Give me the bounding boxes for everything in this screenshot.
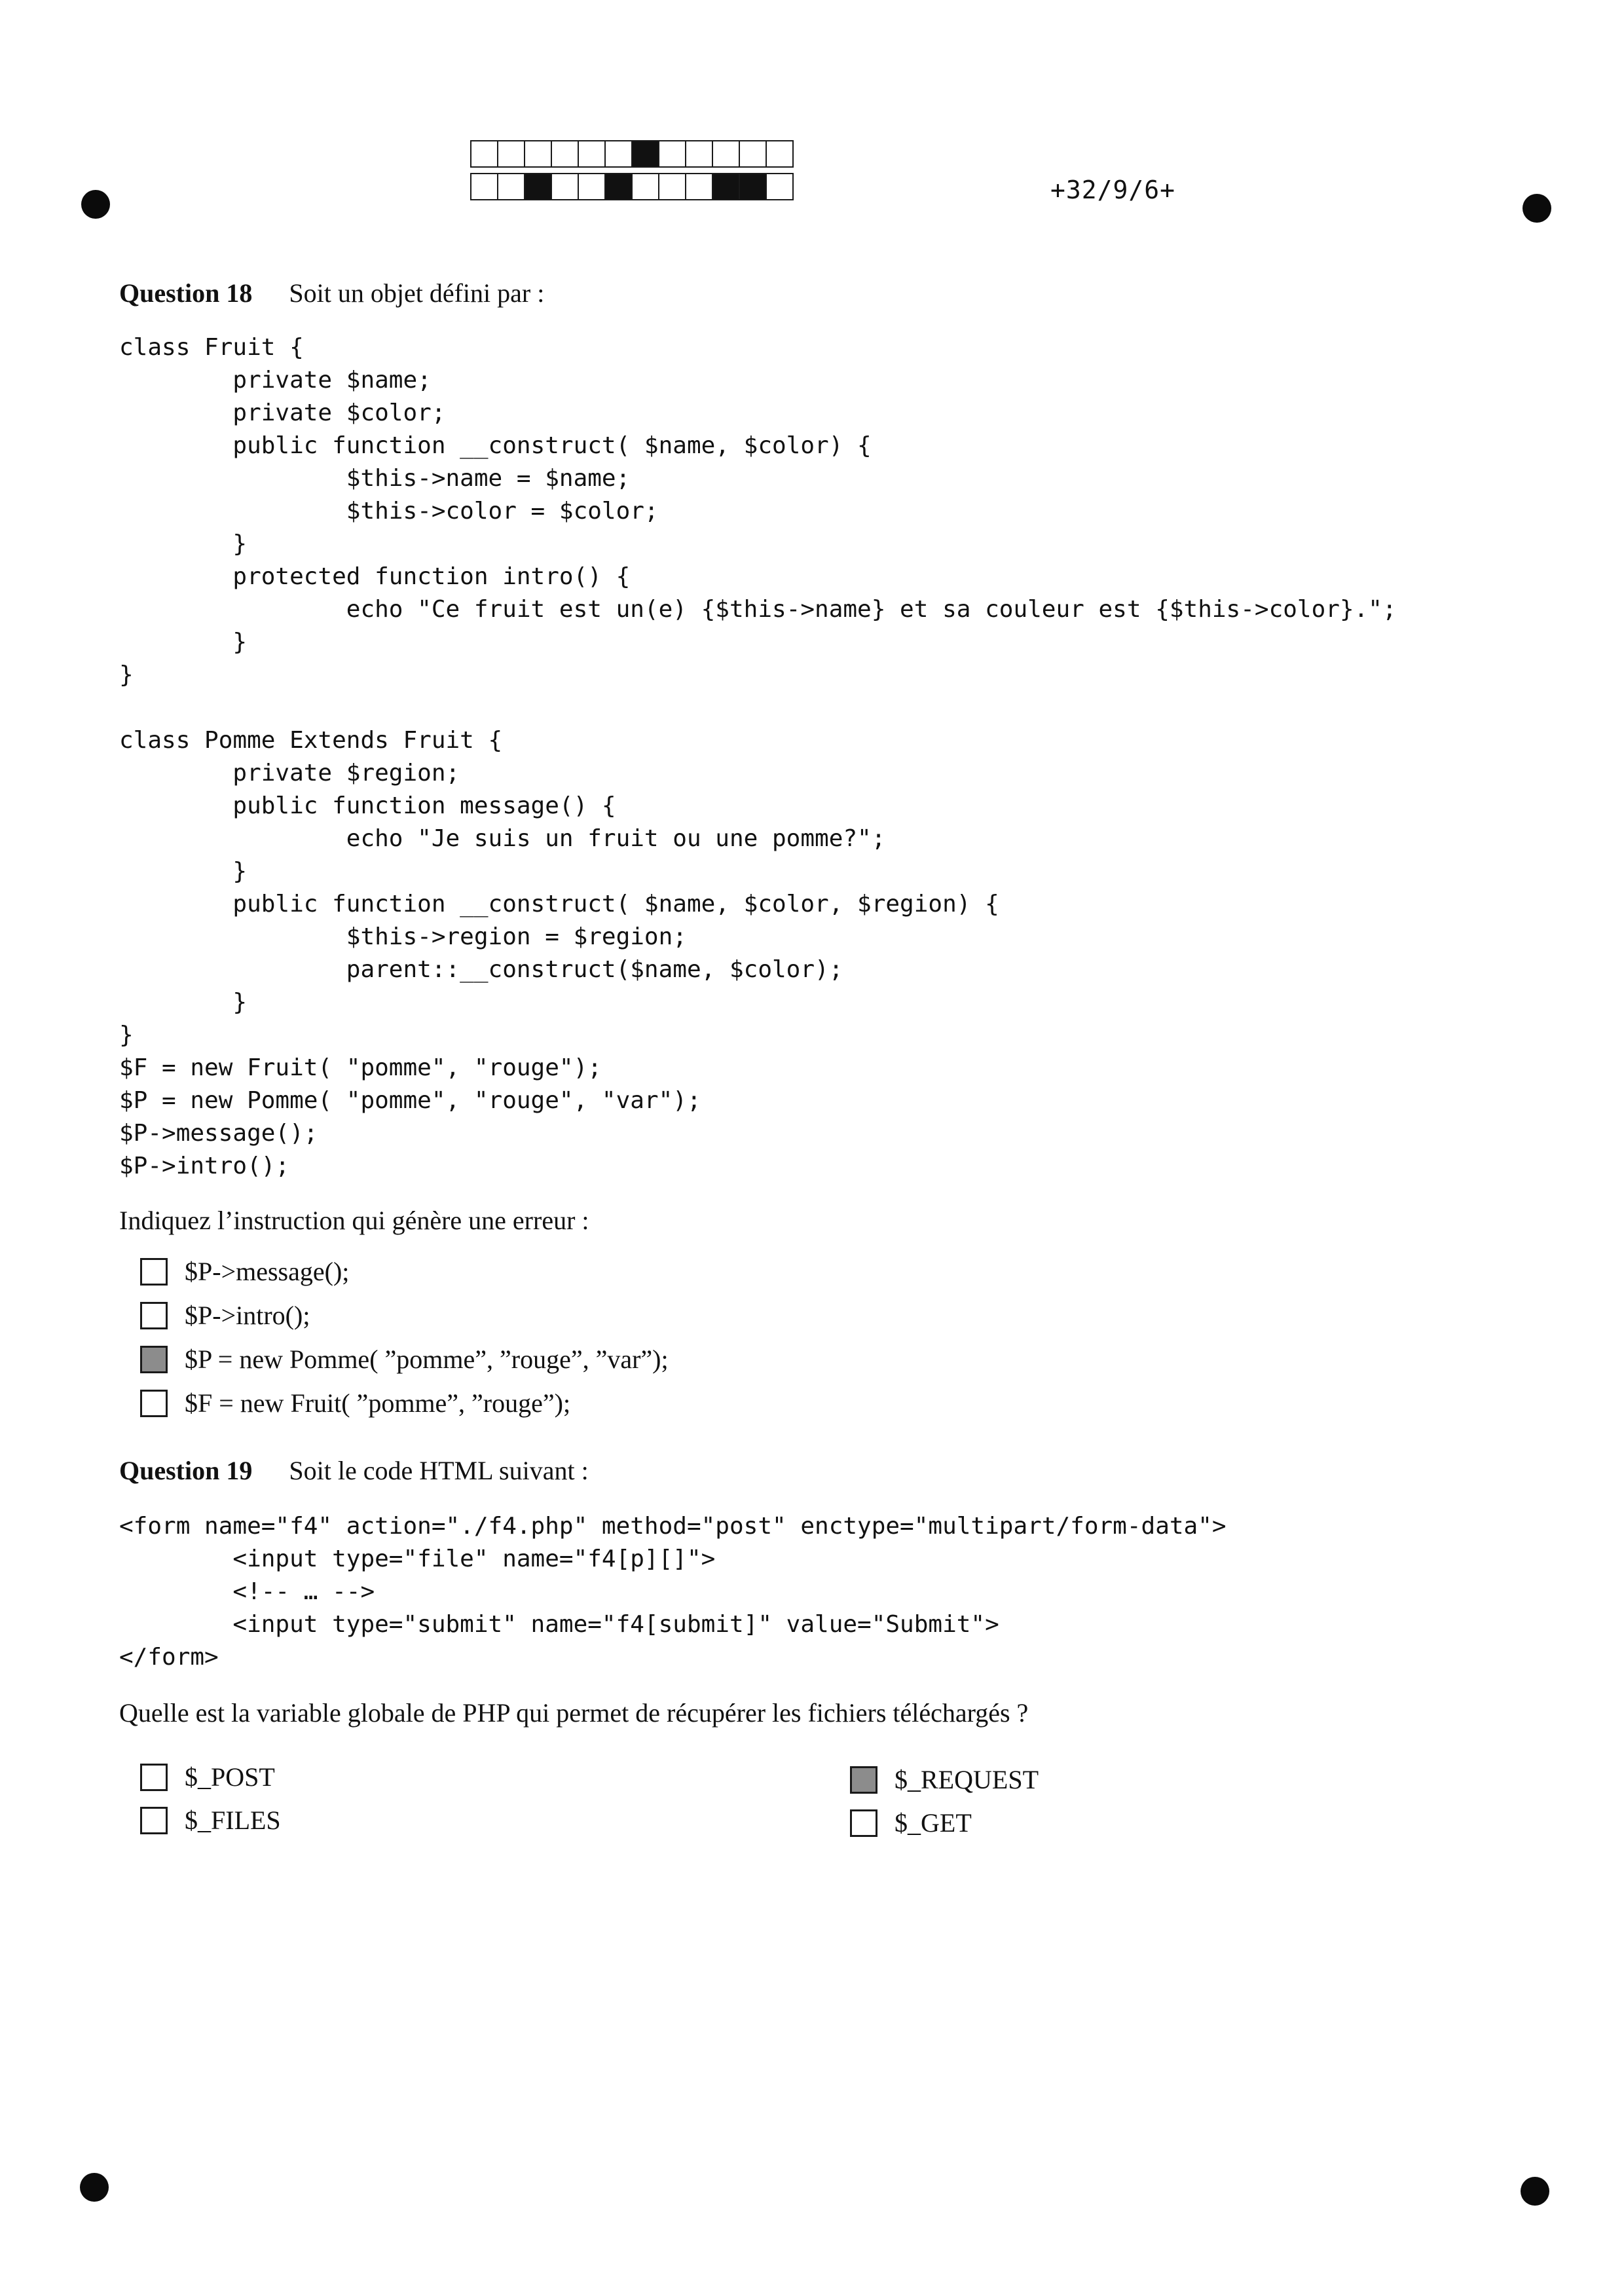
barcode-cell-empty [551,173,579,200]
code-line: echo "Ce fruit est un(e) {$this->name} et sa couleur est {$this->color}."; [119,596,1397,623]
barcode-cell-empty [658,140,686,168]
choice-label: $_POST [185,1762,275,1792]
question-18-header [119,278,544,308]
barcode-cell-filled [631,140,659,168]
barcode-cell-empty [631,173,659,200]
barcode-cell-filled [524,173,552,200]
barcode-cell-empty [578,173,606,200]
code-line: private $name; [119,367,432,394]
question-18-intro: Soit un objet défini par : [289,278,545,308]
question-19-prompt: Quelle est la variable globale de PHP qui permet de récupérer les fichiers téléchargés ? [119,1698,1029,1728]
choice-checkbox[interactable] [140,1258,168,1286]
barcode-cell-empty [524,140,552,168]
question-18-choice-1[interactable] [140,1256,349,1287]
question-19-label: Question 19 [119,1456,253,1485]
code-line: class Fruit { [119,334,304,361]
choice-label: $P->message(); [185,1257,350,1286]
code-line: class Pomme Extends Fruit { [119,727,503,754]
code-line: <!-- … --> [119,1578,375,1605]
code-line: } [119,989,248,1016]
registration-mark-bottom-left [80,2173,109,2202]
code-line [119,692,1397,724]
choice-checkbox-checked[interactable] [140,1346,168,1373]
code-line: $P->message(); [119,1120,318,1147]
barcode-cell-empty [551,140,579,168]
code-line: $this->color = $color; [119,498,659,525]
question-18-choice-3[interactable] [140,1344,669,1375]
page-barcode-row-2 [470,173,792,200]
code-line: } [119,530,248,557]
code-line: } [119,858,248,885]
choice-checkbox[interactable] [140,1390,168,1417]
code-line: parent::__construct($name, $color); [119,956,843,983]
barcode-cell-filled [712,173,740,200]
question-18-prompt: Indiquez l’instruction qui génère une erreur : [119,1206,589,1235]
code-line: <input type="file" name="f4[p][]"> [119,1546,716,1572]
code-line: private $color; [119,399,446,426]
code-line: echo "Je suis un fruit ou une pomme?"; [119,825,886,852]
barcode-cell-filled [604,173,633,200]
barcode-cell-empty [685,173,713,200]
code-line: <form name="f4" action="./f4.php" method="post" enctype="multipart/form-data"> [119,1513,1227,1540]
barcode-cell-empty [739,140,767,168]
code-line: } [119,661,134,688]
barcode-cell-empty [658,173,686,200]
choice-checkbox[interactable] [140,1302,168,1329]
question-19-code [119,1510,1227,1674]
code-line: $this->region = $region; [119,923,687,950]
barcode-cell-empty [497,173,525,200]
choice-label: $_FILES [185,1805,281,1835]
code-line: public function __construct( $name, $color) { [119,432,872,459]
barcode-cell-empty [604,140,633,168]
barcode-cell-empty [470,173,498,200]
question-19-choice-files[interactable] [140,1805,281,1836]
code-line: public function __construct( $name, $color, $region) { [119,891,999,917]
choice-label: $P = new Pomme( ”pomme”, ”rouge”, ”var”); [185,1344,669,1374]
code-line: $F = new Fruit( "pomme", "rouge"); [119,1054,602,1081]
page-barcode-row-1 [470,140,792,168]
code-line: protected function intro() { [119,563,631,590]
code-line: } [119,1022,134,1048]
choice-label: $_REQUEST [895,1765,1039,1794]
choice-checkbox[interactable] [140,1807,168,1834]
code-line: } [119,629,248,656]
question-19-choice-get[interactable] [850,1807,972,1838]
question-19-choice-post[interactable] [140,1762,275,1792]
question-19-header [119,1455,589,1486]
code-line: $P = new Pomme( "pomme", "rouge", "var"); [119,1087,701,1114]
question-18-label: Question 18 [119,278,253,308]
question-18-code [119,331,1397,1183]
page-identifier: +32/9/6+ [1050,176,1176,204]
barcode-cell-filled [739,173,767,200]
choice-checkbox[interactable] [140,1764,168,1791]
registration-mark-top-left [81,190,110,219]
barcode-cell-empty [470,140,498,168]
barcode-cell-empty [766,140,794,168]
code-line: </form> [119,1644,219,1671]
barcode-cell-empty [712,140,740,168]
registration-mark-bottom-right [1521,2177,1549,2206]
barcode-cell-empty [578,140,606,168]
question-18-choice-4[interactable] [140,1388,570,1418]
code-line: $P->intro(); [119,1153,290,1179]
barcode-cell-empty [766,173,794,200]
choice-checkbox[interactable] [850,1809,877,1837]
barcode-cell-empty [497,140,525,168]
choice-label: $F = new Fruit( ”pomme”, ”rouge”); [185,1388,571,1418]
code-line: $this->name = $name; [119,465,631,492]
question-19-intro: Soit le code HTML suivant : [289,1456,589,1485]
code-line: private $region; [119,760,460,787]
choice-label: $P->intro(); [185,1301,310,1330]
registration-mark-top-right [1522,194,1551,223]
code-line: <input type="submit" name="f4[submit]" value="Submit"> [119,1611,999,1638]
choice-checkbox-checked[interactable] [850,1766,877,1794]
code-line: public function message() { [119,792,616,819]
choice-label: $_GET [895,1808,972,1838]
barcode-cell-empty [685,140,713,168]
question-19-choice-request[interactable] [850,1764,1039,1795]
question-18-choice-2[interactable] [140,1300,310,1331]
